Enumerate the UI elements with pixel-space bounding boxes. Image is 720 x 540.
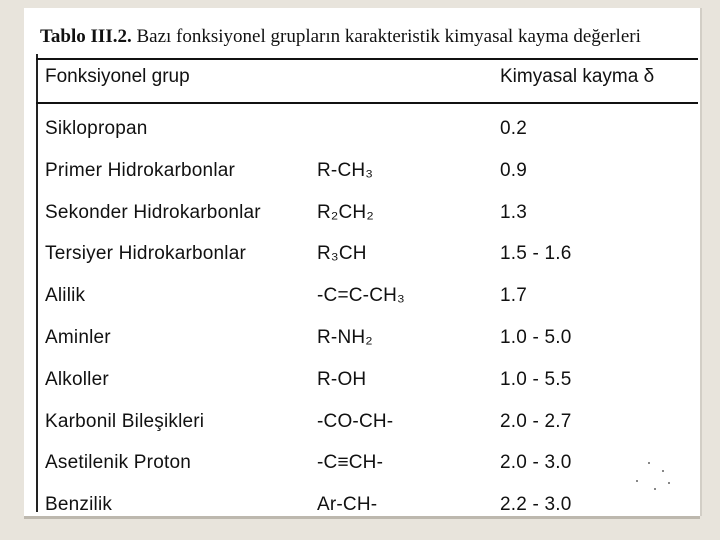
table-row <box>36 112 698 154</box>
table-caption: Bazı fonksiyonel grupların karakteristik kimyasal kayma değerleri <box>136 26 641 47</box>
row-shift: 1.3 <box>500 201 528 223</box>
table-sheet <box>36 14 686 516</box>
row-group: Alilik <box>45 285 86 307</box>
row-group: Karbonil Bileşikleri <box>45 410 205 432</box>
row-formula: R-OH <box>317 368 367 390</box>
table-body <box>36 112 698 530</box>
header-group: Fonksiyonel grup <box>45 66 190 87</box>
row-shift: 2.2 - 3.0 <box>500 494 572 516</box>
header-bottom-rule <box>36 102 698 104</box>
table-row <box>36 279 698 321</box>
row-group: Tersiyer Hidrokarbonlar <box>45 243 247 265</box>
row-group: Sekonder Hidrokarbonlar <box>45 201 261 223</box>
header-top-rule <box>36 58 698 60</box>
table-title <box>40 26 641 48</box>
table-row <box>36 446 698 488</box>
scan-specks <box>628 458 678 498</box>
row-formula: -CO-CH- <box>317 410 394 432</box>
row-group: Siklopropan <box>45 118 148 139</box>
row-formula: R-CH₃ <box>317 159 374 181</box>
row-formula: -C≡CH- <box>317 452 384 474</box>
table-row <box>36 405 698 447</box>
table-row <box>36 488 698 530</box>
row-shift: 0.9 <box>500 159 528 181</box>
table-header <box>36 66 698 98</box>
row-shift: 2.0 - 2.7 <box>500 410 572 432</box>
row-group: Alkoller <box>45 368 109 390</box>
header-shift: Kimyasal kayma δ <box>500 66 655 87</box>
table-row <box>36 363 698 405</box>
slide-frame <box>24 8 700 516</box>
row-shift: 2.0 - 3.0 <box>500 452 572 474</box>
row-shift: 1.0 - 5.5 <box>500 368 572 390</box>
row-formula: Ar-CH- <box>317 494 378 516</box>
row-shift: 0.2 <box>500 118 528 139</box>
row-group: Asetilenik Proton <box>45 452 191 474</box>
table-row <box>36 196 698 238</box>
row-formula: R-NH₂ <box>317 326 373 348</box>
table-row <box>36 321 698 363</box>
row-formula: -C=C-CH₃ <box>317 285 405 307</box>
row-group: Benzilik <box>45 494 113 516</box>
table-number: Tablo III.2. <box>40 26 132 47</box>
table-row <box>36 237 698 279</box>
row-formula: R₃CH <box>317 243 367 265</box>
row-shift: 1.5 - 1.6 <box>500 243 572 265</box>
row-shift: 1.7 <box>500 285 528 307</box>
table-row <box>36 154 698 196</box>
row-group: Primer Hidrokarbonlar <box>45 159 236 181</box>
row-shift: 1.0 - 5.0 <box>500 326 572 348</box>
row-group: Aminler <box>45 326 111 348</box>
row-formula: R₂CH₂ <box>317 201 374 223</box>
